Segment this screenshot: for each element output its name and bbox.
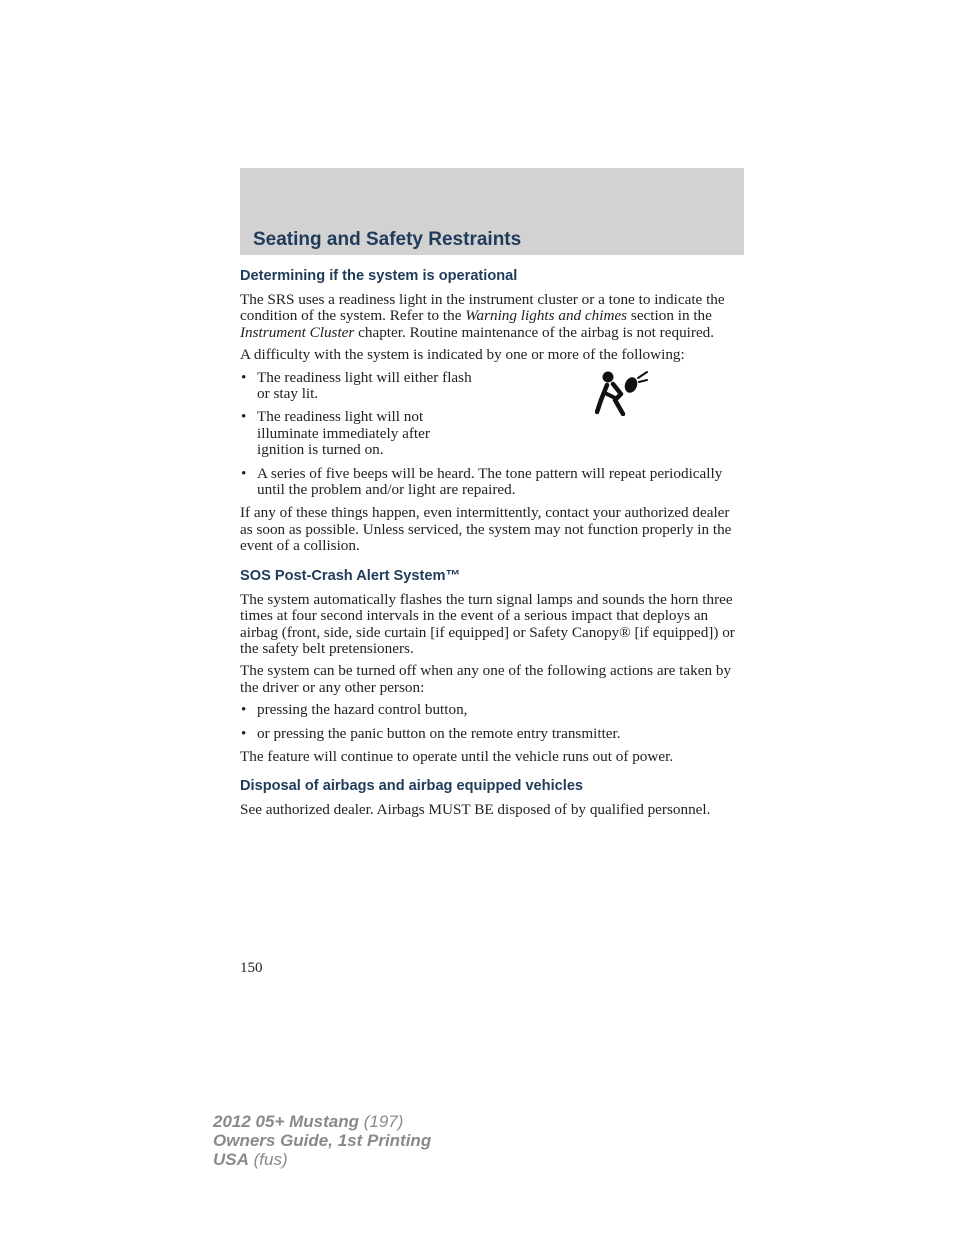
page-number: 150: [240, 960, 263, 976]
section-system-operational: [240, 268, 744, 555]
text-run: section in the: [627, 307, 712, 325]
paragraph: The system can be turned off when any one of the following actions are taken by the driver or any other person:: [240, 662, 732, 696]
section-heading: Determining if the system is operational: [240, 268, 518, 284]
text-run: The SRS uses a readiness light in the instrument cluster or a tone to indicate the condition of the system. Refer to the: [240, 291, 725, 325]
chapter-header-band: [240, 168, 744, 255]
section-heading: Disposal of airbags and airbag equipped vehicles: [240, 778, 584, 795]
paragraph: [240, 292, 744, 341]
document-footer: [213, 1112, 431, 1169]
footer-model: 2012 05+ Mustang: [213, 1112, 359, 1131]
list-item: • pressing the hazard control button,: [240, 702, 744, 718]
paragraph: A difficulty with the system is indicated by one or more of the following:: [240, 346, 685, 364]
footer-edition: Owners Guide, 1st Printing: [213, 1131, 432, 1150]
footer-code: (197): [359, 1112, 404, 1131]
paragraph: If any of these things happen, even intermittently, contact your authorized dealer as soon as possible. Unless serviced, the system may not function properly in the event of a collision.: [240, 504, 732, 555]
list-item: • The readiness light will not illuminate immediately after ignition is turned on.: [240, 409, 472, 458]
bullet-list: [240, 702, 744, 742]
section-heading: SOS Post-Crash Alert System™: [240, 567, 461, 584]
footer-region: USA: [213, 1150, 249, 1169]
bullet-block: [240, 370, 744, 499]
list-item: • or pressing the panic button on the remote entry transmitter.: [240, 726, 744, 742]
footer-line: [213, 1112, 431, 1131]
footer-line: [213, 1150, 431, 1169]
bullet-list: [240, 370, 744, 459]
paragraph: See authorized dealer. Airbags MUST BE disposed of by qualified personnel.: [240, 801, 711, 819]
text-run: chapter. Routine maintenance of the airbag is not required.: [354, 323, 715, 341]
italic-reference: Warning lights and chimes: [465, 307, 628, 325]
section-airbag-disposal: [240, 778, 744, 818]
list-item: • A series of five beeps will be heard. The tone pattern will repeat periodically until the problem and/or light are repaired.: [240, 466, 744, 499]
footer-line: [213, 1131, 431, 1150]
airbag-warning-icon: [595, 368, 651, 416]
footer-region-code: (fus): [248, 1150, 288, 1169]
paragraph: The feature will continue to operate until the vehicle runs out of power.: [240, 747, 674, 765]
paragraph: The system automatically flashes the turn signal lamps and sounds the horn three times at four second intervals in the event of a serious impact that deploys an airbag (front, side, side curtain [if equipped] or Safety Canopy® [if equipped]) or the safety belt pretensioners.: [240, 590, 735, 657]
page-content: [240, 268, 744, 825]
section-sos-alert: [240, 568, 744, 766]
italic-reference: Instrument Cluster: [240, 323, 355, 341]
chapter-title: Seating and Safety Restraints: [253, 229, 522, 250]
list-item: • The readiness light will either flash or stay lit.: [240, 370, 472, 403]
bullet-list: [240, 466, 744, 499]
